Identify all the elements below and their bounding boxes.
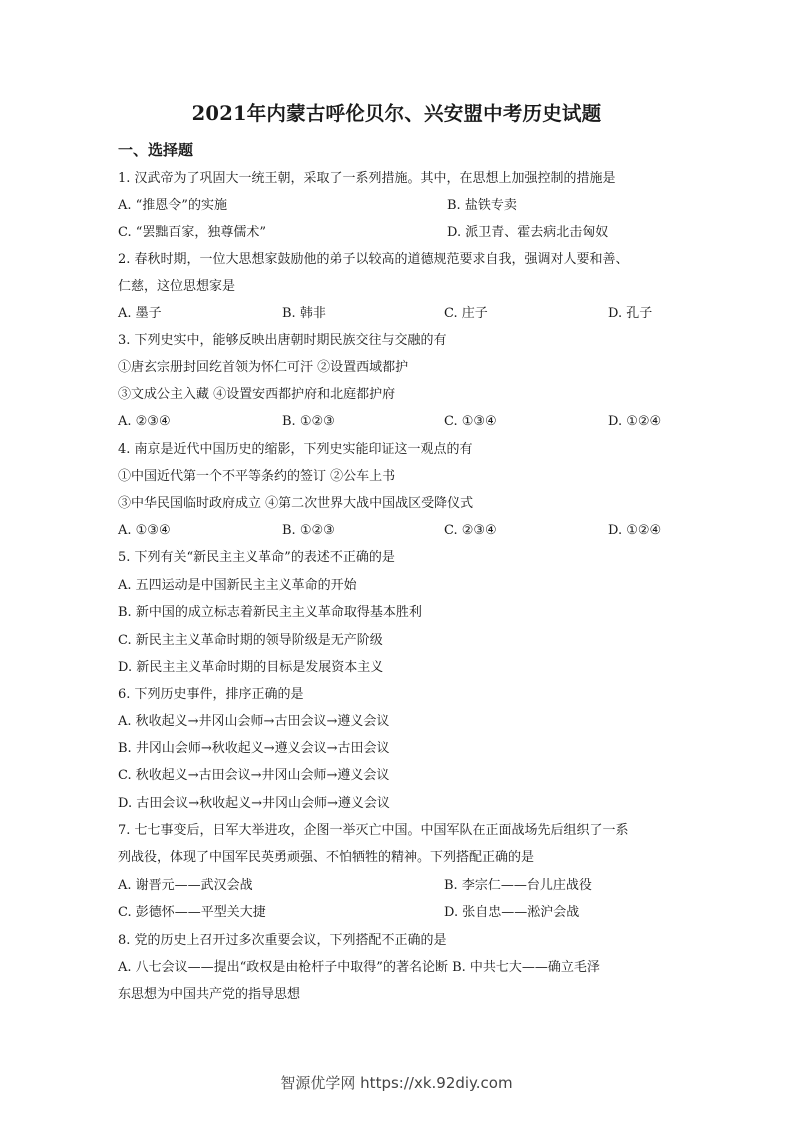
question-6-option-a: A. 秋收起义→井冈山会师→古田会议→遵义会议: [118, 714, 390, 729]
question-5-option-c: C. 新民主主义革命时期的领导阶级是无产阶级: [118, 633, 383, 648]
question-2-option-a: A. 墨子: [118, 306, 162, 321]
question-4-items-line2: ③中华民国临时政府成立 ④第二次世界大战中国战区受降仪式: [118, 496, 474, 511]
question-1-option-d: D. 派卫青、霍去病北击匈奴: [447, 225, 609, 240]
question-7-option-d: D. 张自忠——淞沪会战: [444, 905, 580, 920]
question-5-option-b: B. 新中国的成立标志着新民主主义革命取得基本胜利: [118, 605, 422, 620]
question-4-items-line1: ①中国近代第一个不平等条约的签订 ②公车上书: [118, 469, 396, 484]
question-3-items-line1: ①唐玄宗册封回纥首领为怀仁可汗 ②设置西域都护: [118, 360, 409, 375]
question-1-option-b: B. 盐铁专卖: [447, 198, 517, 213]
question-7-option-a: A. 谢晋元——武汉会战: [118, 878, 253, 893]
question-8-options-line1: A. 八七会议——提出“政权是由枪杆子中取得”的著名论断 B. 中共七大——确立毛泽: [118, 960, 600, 975]
question-4-stem: 4. 南京是近代中国历史的缩影，下列史实能印证这一观点的有: [118, 442, 473, 457]
question-5-stem: 5. 下列有关“新民主主义革命”的表述不正确的是: [118, 550, 395, 565]
footer-watermark: 智源优学网 https://xk.92diy.com: [280, 1074, 513, 1092]
page-title: 2021年内蒙古呼伦贝尔、兴安盟中考历史试题: [191, 102, 602, 125]
question-3-option-a: A. ②③④: [118, 414, 171, 429]
question-2-stem-line2: 仁慈，这位思想家是: [118, 279, 236, 294]
question-7-option-b: B. 李宗仁——台儿庄战役: [444, 878, 592, 893]
question-2-stem-line1: 2. 春秋时期，一位大思想家鼓励他的弟子以较高的道德规范要求自我，强调对人要和善、: [118, 252, 629, 267]
question-7-stem-line1: 7. 七七事变后，日军大举进攻，企图一举灭亡中国。中国军队在正面战场先后组织了一系: [118, 823, 629, 838]
question-3-items-line2: ③文成公主入藏 ④设置安西都护府和北庭都护府: [118, 387, 396, 402]
question-3-stem: 3. 下列史实中，能够反映出唐朝时期民族交往与交融的有: [118, 333, 447, 348]
question-7-option-c: C. 彭德怀——平型关大捷: [118, 905, 266, 920]
question-3-option-d: D. ①②④: [608, 414, 662, 429]
question-4-option-a: A. ①③④: [118, 523, 171, 538]
question-4-option-d: D. ①②④: [608, 523, 662, 538]
question-2-option-d: D. 孔子: [608, 306, 653, 321]
question-8-options-line2: 东思想为中国共产党的指导思想: [118, 987, 301, 1002]
question-7-stem-line2: 列战役，体现了中国军民英勇顽强、不怕牺牲的精神。下列搭配正确的是: [118, 850, 535, 865]
question-8-stem: 8. 党的历史上召开过多次重要会议，下列搭配不正确的是: [118, 933, 447, 948]
question-6-option-b: B. 井冈山会师→秋收起义→遵义会议→古田会议: [118, 741, 390, 756]
question-3-option-b: B. ①②③: [282, 414, 335, 429]
question-2-option-c: C. 庄子: [444, 306, 488, 321]
question-5-option-d: D. 新民主主义革命时期的目标是发展资本主义: [118, 660, 384, 675]
question-2-option-b: B. 韩非: [282, 306, 326, 321]
question-4-option-c: C. ②③④: [444, 523, 497, 538]
question-1-stem: 1. 汉武帝为了巩固大一统王朝，采取了一系列措施。其中，在思想上加强控制的措施是: [118, 171, 616, 186]
question-4-option-b: B. ①②③: [282, 523, 335, 538]
question-6-option-d: D. 古田会议→秋收起义→井冈山会师→遵义会议: [118, 796, 390, 811]
section-heading: 一、选择题: [118, 141, 194, 159]
question-6-stem: 6. 下列历史事件，排序正确的是: [118, 687, 304, 702]
question-5-option-a: A. 五四运动是中国新民主主义革命的开始: [118, 578, 357, 593]
question-3-option-c: C. ①③④: [444, 414, 497, 429]
question-6-option-c: C. 秋收起义→古田会议→井冈山会师→遵义会议: [118, 768, 390, 783]
question-1-option-a: A. “推恩令”的实施: [118, 198, 227, 213]
question-1-option-c: C. “罢黜百家，独尊儒术”: [118, 225, 267, 240]
